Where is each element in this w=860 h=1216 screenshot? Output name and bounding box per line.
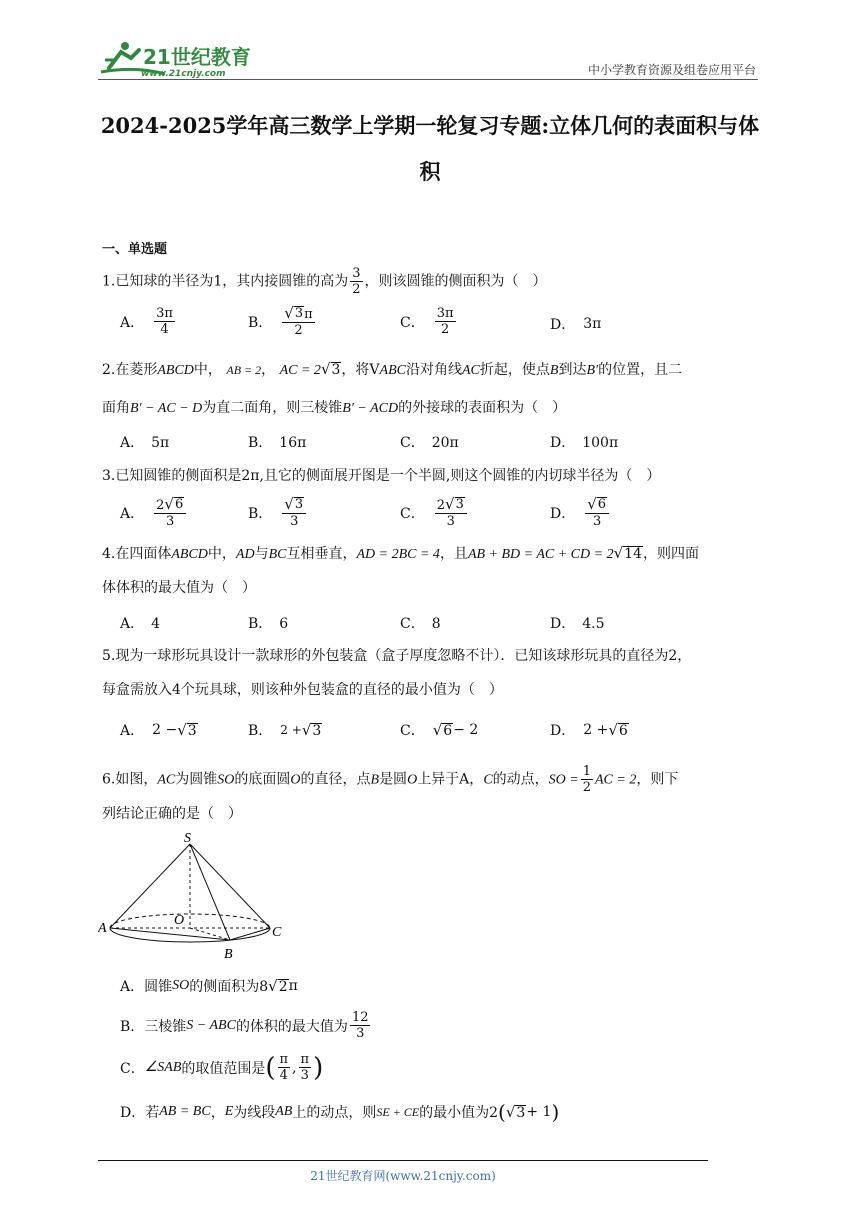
- question-6: 6.如图，AC为圆锥SO的底面圆O的直径，点B是圆O上异于A，C的动点，SO = $\frac{1}{2}$ AC = 2，则下: [102, 764, 679, 795]
- option-2b[interactable]: B． 16π: [248, 435, 307, 451]
- option-4a[interactable]: A． 4: [120, 616, 161, 632]
- option-3c[interactable]: C． 2 √ 3 3: [400, 497, 469, 529]
- question-2: 2.在菱形ABCD中， AB = 2， AC = 2 √ 3 ，将VABC沿对角线AC折起，使点B到达B′的位置，且二: [102, 360, 683, 378]
- option-4d[interactable]: D． 4.5: [550, 616, 605, 632]
- option-4b[interactable]: B． 6: [248, 616, 289, 632]
- option-6d[interactable]: D．若 AB = BC ， E 为线段 AB 上的动点，则 SE + CE 的最小值为2 ( √ 3 + 1 ): [120, 1100, 560, 1124]
- cone-figure: [98, 832, 288, 962]
- option-6a[interactable]: A．圆锥 SO 的侧面积为8 √ 2 π: [120, 976, 298, 995]
- option-5d[interactable]: D． 2 + √ 6: [550, 720, 628, 739]
- question-4: 4.在四面体ABCD中，AD与BC互相垂直，AD = 2BC = 4，且AB + BD = AC + CD = 2 √ 14 ，则四面: [102, 544, 699, 562]
- footer-divider: [98, 1160, 708, 1161]
- section-heading: 一、单选题: [102, 242, 168, 257]
- option-5c[interactable]: C． √ 6 − 2: [400, 720, 479, 739]
- option-3d[interactable]: D． √ 6 3: [550, 497, 611, 529]
- logo-url: www.21cnjy.com: [141, 69, 226, 79]
- document-title-line1: 2024-2025学年高三数学上学期一轮复习专题:立体几何的表面积与体: [100, 113, 760, 138]
- option-5a[interactable]: A． 2 − √ 3: [120, 720, 197, 739]
- label-s: S: [184, 832, 191, 846]
- option-3b[interactable]: B． √ 3 3: [248, 497, 308, 529]
- option-2d[interactable]: D． 100π: [550, 435, 619, 451]
- option-6c[interactable]: C． ∠SAB 的取值范围是 ( $\frac{\pi}{4}$ , $\frac{\pi}{3}$ ): [120, 1052, 324, 1083]
- question-1: 1.已知球的半径为1，其内接圆锥的高为 $\frac{3}{2}$ ，则该圆锥的侧面积为（ ）: [102, 266, 547, 297]
- option-2a[interactable]: A． 5π: [120, 435, 170, 451]
- question-2-line2: 面角B′ − AC − D为直二面角，则三棱锥B′ − ACD的外接球的表面积为（ ）: [102, 400, 567, 416]
- label-a: A: [98, 921, 107, 936]
- option-3a[interactable]: A． 2 √ 6 3: [120, 497, 188, 529]
- document-title-line2: 积: [419, 159, 441, 184]
- option-1a[interactable]: A． $\frac{3\pi}{4}$: [120, 306, 173, 337]
- option-5b[interactable]: B． 2 + √ 3: [248, 720, 322, 739]
- fraction: $\frac{3}{2}$: [352, 266, 361, 297]
- question-number: 1.: [102, 273, 116, 290]
- option-6b[interactable]: B．三棱锥 S − ABC 的体积的最大值为 $\frac{12}{3}$: [120, 1010, 369, 1041]
- option-1c[interactable]: C． $\frac{3\pi}{2}$: [400, 306, 454, 337]
- question-5: 5.现为一球形玩具设计一款球形的外包装盒（盒子厚度忽略不计）．已知该球形玩具的直径为2，: [102, 648, 692, 664]
- option-1d[interactable]: D． 3π: [550, 316, 602, 333]
- option-2c[interactable]: C． 20π: [400, 435, 459, 451]
- header-divider: [98, 79, 758, 80]
- site-logo: [95, 38, 265, 80]
- option-4c[interactable]: C． 8: [400, 616, 441, 632]
- question-5-line2: 每盒需放入4个玩具球，则该种外包装盒的直径的最小值为（ ）: [102, 682, 503, 698]
- option-1b[interactable]: B． √ 3 π 2: [248, 304, 313, 338]
- question-3: 3.已知圆锥的侧面积是2π,且它的侧面展开图是一个半圆,则这个圆锥的内切球半径为（ ）: [102, 468, 661, 484]
- label-b: B: [224, 947, 233, 962]
- question-4-line2: 体体积的最大值为（ ）: [102, 580, 256, 596]
- header-tagline: 中小学教育资源及组卷应用平台: [587, 63, 756, 77]
- question-6-line2: 列结论正确的是（ ）: [102, 806, 242, 822]
- logo-text: 21世纪教育: [143, 45, 251, 69]
- label-o: O: [174, 913, 185, 928]
- footer-link[interactable]: 21世纪教育网(www.21cnjy.com): [310, 1169, 496, 1183]
- label-c: C: [272, 925, 282, 940]
